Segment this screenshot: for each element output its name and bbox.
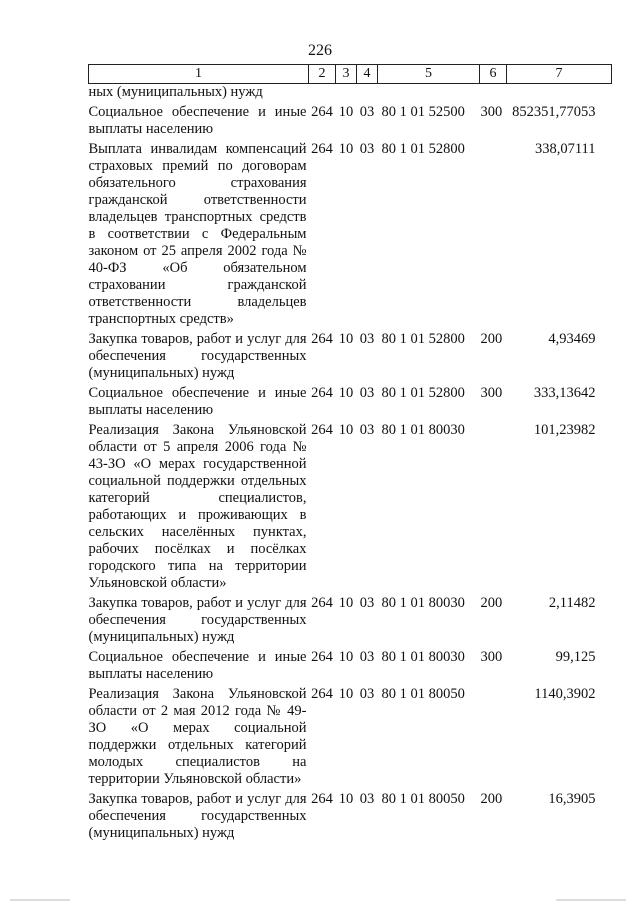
row-section [336, 84, 357, 105]
table-row [89, 141, 612, 331]
table-row [89, 385, 612, 422]
row-amount: 101,23982 [533, 422, 596, 438]
row-grbs [309, 84, 336, 105]
table-row [89, 649, 612, 686]
row-grbs: 264 [311, 104, 333, 120]
row-grbs: 264 [311, 595, 333, 611]
row-expense-type: 300 [480, 104, 503, 120]
row-subsection: 03 [359, 104, 375, 120]
row-subsection: 03 [359, 791, 375, 807]
row-section: 10 [338, 385, 354, 401]
row-expense-type: 300 [480, 385, 503, 401]
row-target-article: 80 1 01 80050 [381, 686, 465, 702]
budget-table [88, 64, 612, 845]
row-description: Реализация Закона Ульяновской области от 2 мая 2012 года № 49-ЗО «О мерах социальной поддержки отдельных категорий молодых специалистов на территории Ульяновской области» [88, 686, 307, 787]
row-amount [507, 84, 612, 105]
row-amount: 4,93469 [548, 331, 596, 347]
row-amount: 2,11482 [548, 595, 596, 611]
row-section: 10 [338, 595, 354, 611]
row-subsection: 03 [359, 331, 375, 347]
row-expense-type [480, 141, 507, 331]
row-expense-type: 300 [480, 649, 503, 665]
row-expense-type [480, 422, 507, 595]
row-section: 10 [338, 331, 354, 347]
table-row [89, 595, 612, 649]
row-target-article: 80 1 01 80030 [381, 422, 465, 438]
row-description: Социальное обеспечение и иные выплаты населению [88, 385, 307, 418]
column-header-3: 3 [336, 65, 357, 84]
row-grbs: 264 [311, 141, 333, 157]
row-subsection: 03 [359, 649, 375, 665]
row-amount: 852351,77053 [512, 104, 596, 120]
row-amount: 333,13642 [533, 385, 596, 401]
row-amount: 1140,3902 [534, 686, 596, 702]
table-row [89, 331, 612, 385]
column-header-7: 7 [507, 65, 612, 84]
page-number: 226 [308, 42, 332, 59]
row-amount: 99,125 [555, 649, 596, 665]
row-expense-type: 200 [480, 595, 503, 611]
row-section: 10 [338, 422, 354, 438]
row-subsection: 03 [359, 595, 375, 611]
row-target-article: 80 1 01 80030 [381, 649, 465, 665]
row-expense-type: 200 [480, 331, 503, 347]
column-header-4: 4 [357, 65, 378, 84]
row-section: 10 [338, 791, 354, 807]
row-description: Выплата инвалидам компенсаций страховых премий по договорам обязательного страхования гражданской ответственности владельцев транспортных средств в соответствии с Федеральным законом от 25 апреля 2002 года № 40-ФЗ «Об обязательном страховании гражданской ответственности владельцев транспортных средств» [88, 141, 307, 327]
row-target-article: 80 1 01 80030 [381, 595, 465, 611]
row-target-article: 80 1 01 52800 [381, 385, 465, 401]
row-grbs: 264 [311, 331, 333, 347]
row-target-article: 80 1 01 80050 [381, 791, 465, 807]
row-grbs: 264 [311, 649, 333, 665]
row-description: Закупка товаров, работ и услуг для обеспечения государственных (муниципальных) нужд [88, 331, 307, 381]
table-row [89, 422, 612, 595]
row-description: Закупка товаров, работ и услуг для обеспечения государственных (муниципальных) нужд [88, 595, 307, 645]
row-target-article: 80 1 01 52800 [381, 331, 465, 347]
row-section: 10 [338, 686, 354, 702]
column-header-6: 6 [480, 65, 507, 84]
row-grbs: 264 [311, 422, 333, 438]
row-target-article: 80 1 01 52800 [381, 141, 465, 157]
row-section: 10 [338, 104, 354, 120]
row-target-article [378, 84, 480, 105]
row-description: Социальное обеспечение и иные выплаты населению [88, 104, 307, 137]
row-subsection: 03 [359, 385, 375, 401]
scan-edge-mark [10, 899, 70, 901]
row-expense-type: 200 [480, 791, 503, 807]
row-description: Социальное обеспечение и иные выплаты населению [88, 649, 307, 682]
row-grbs: 264 [311, 385, 333, 401]
row-subsection [357, 84, 378, 105]
row-subsection: 03 [359, 422, 375, 438]
scan-edge-mark [556, 899, 626, 901]
row-amount: 16,3905 [548, 791, 596, 807]
column-header-5: 5 [378, 65, 480, 84]
row-description: Закупка товаров, работ и услуг для обеспечения государственных (муниципальных) нужд [88, 791, 307, 841]
table-row [89, 791, 612, 845]
row-target-article: 80 1 01 52500 [381, 104, 465, 120]
row-grbs: 264 [311, 791, 333, 807]
row-section: 10 [338, 649, 354, 665]
row-expense-type [480, 84, 507, 105]
column-header-1: 1 [89, 65, 309, 84]
table-row [89, 84, 612, 105]
row-section: 10 [338, 141, 354, 157]
row-expense-type [480, 686, 507, 791]
table-row [89, 686, 612, 791]
table-header [89, 65, 612, 84]
row-description: Реализация Закона Ульяновской области от 5 апреля 2006 года № 43-ЗО «О мерах государственной социальной поддержки отдельных категорий специалистов, работающих и проживающих в сельских населённых пунктах, рабочих посёлках и посёлках городского типа на территории Ульяновской области» [88, 422, 307, 591]
row-amount: 338,07111 [534, 141, 596, 157]
row-description: ных (муниципальных) нужд [88, 84, 263, 100]
column-header-2: 2 [309, 65, 336, 84]
row-grbs: 264 [311, 686, 333, 702]
table-row [89, 104, 612, 141]
row-subsection: 03 [359, 141, 375, 157]
row-subsection: 03 [359, 686, 375, 702]
